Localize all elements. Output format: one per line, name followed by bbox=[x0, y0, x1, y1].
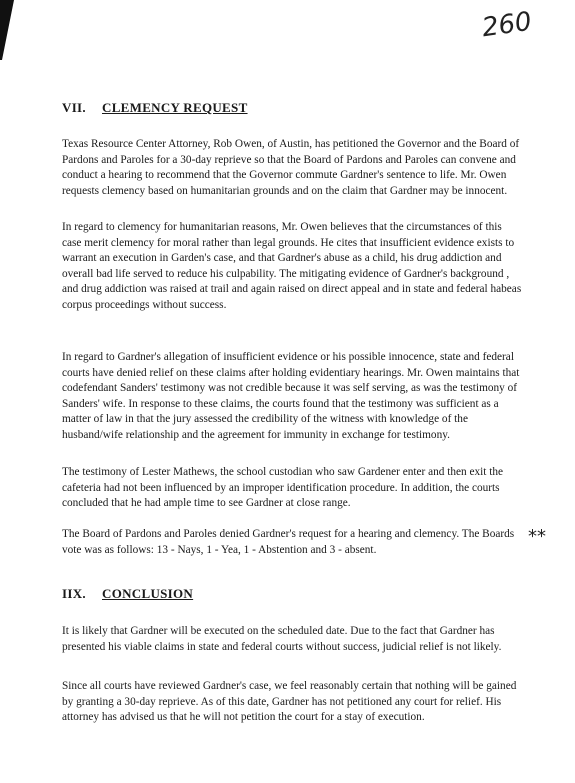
section-number: VII. bbox=[62, 100, 86, 115]
section-heading-conclusion bbox=[62, 586, 193, 602]
paragraph: It is likely that Gardner will be executed on the scheduled date. Due to the fact that Gardner has presented his viable claims in state and federal courts without success, judicial relief is not likely. bbox=[62, 625, 502, 653]
section-number: IIX. bbox=[62, 586, 86, 601]
section-title: CONCLUSION bbox=[102, 586, 194, 601]
handwritten-page-number: 260 bbox=[480, 6, 534, 44]
section-heading-clemency bbox=[62, 100, 248, 116]
section-title: CLEMENCY REQUEST bbox=[102, 100, 248, 115]
paragraph: In regard to clemency for humanitarian reasons, Mr. Owen believes that the circumstances of this case merit clemency for moral rather than legal grounds. He cites that insufficient evidence exists to warrant an execution in Garden's case, and that Gardner's abuse as a child, his drug addiction and overall bad life served to reduce his culpability. The mitigating evidence of Gardner's background , and drug addiction was raised at trail and again raised on direct appeal and in state and federal habeas corpus proceedings without success. bbox=[62, 221, 522, 311]
handwritten-margin-mark: ** bbox=[528, 526, 546, 547]
paragraph: Since all courts have reviewed Gardner's case, we feel reasonably certain that nothing will be gained by granting a 30-day reprieve. As of this date, Gardner has not petitioned any court for relief. His attorney has advised us that he will not petition the court for a stay of execution. bbox=[62, 680, 517, 723]
paragraph: Texas Resource Center Attorney, Rob Owen, of Austin, has petitioned the Governor and the Board of Pardons and Paroles for a 30-day reprieve so that the Board of Pardons and Paroles can convene and conduct a hearing to recommend that the Governor commute Gardner's sentence to life. Mr. Owen requests clemency based on humanitarian grounds and on the claim that Gardner may be innocent. bbox=[62, 138, 520, 197]
scan-edge-mark bbox=[0, 0, 14, 60]
paragraph: The Board of Pardons and Paroles denied Gardner's request for a hearing and clemency. The Boards vote was as follows: 13 - Nays, 1 - Yea, 1 - Abstention and 3 - absent. bbox=[62, 528, 515, 556]
paragraph: The testimony of Lester Mathews, the school custodian who saw Gardener enter and then exit the cafeteria had not been influenced by an improper identification procedure. In addition, the courts concluded that he had ample time to see Gardner at close range. bbox=[62, 466, 504, 509]
paragraph: In regard to Gardner's allegation of insufficient evidence or his possible innocence, state and federal courts have denied relief on these claims after holding evidentiary hearings. Mr. Owen maintains that codefendant Sanders' testimony was not credible because it was self serving, as was the testimony of Sanders' wife. In response to these claims, the courts found that the testimony was sufficient as a matter of law in that the jury assessed the credibility of the witness with knowledge of the husband/wife relationship and the agreement for immunity in exchange for testimony. bbox=[62, 351, 520, 441]
